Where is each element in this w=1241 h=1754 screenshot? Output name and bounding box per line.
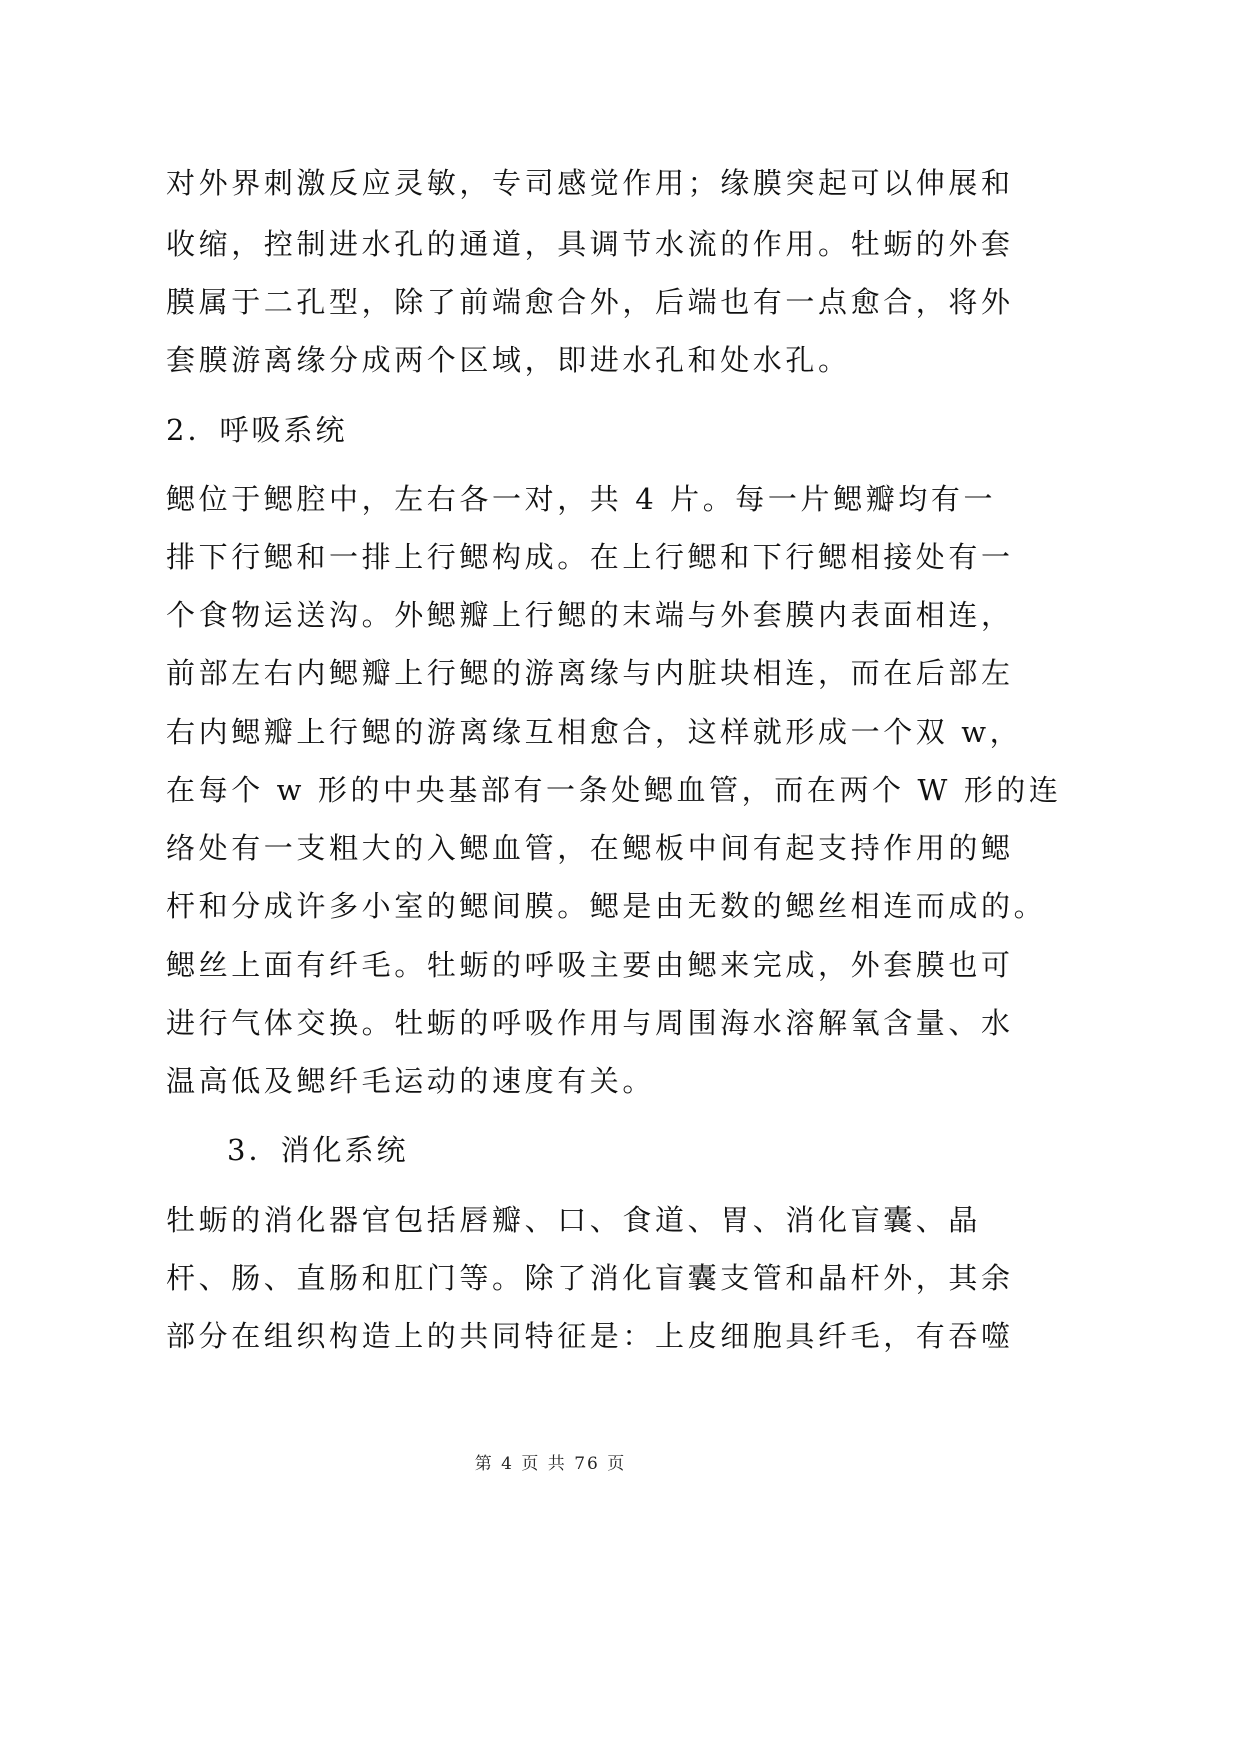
section-2-line-11: 温高低及鳃纤毛运动的速度有关。 (166, 1064, 656, 1098)
paragraph-1-line-2: 收缩，控制进水孔的通道，具调节水流的作用。牡蛎的外套 (166, 227, 1014, 261)
section-2-line-1: 鳃位于鳃腔中，左右各一对，共 4 片。每一片鳃瓣均有一 (166, 482, 997, 516)
section-2-line-2: 排下行鳃和一排上行鳃构成。在上行鳃和下行鳃相接处有一 (166, 540, 1014, 574)
section-2-line-4: 前部左右内鳃瓣上行鳃的游离缘与内脏块相连，而在后部左 (166, 656, 1014, 690)
section-2-line-3: 个食物运送沟。外鳃瓣上行鳃的末端与外套膜内表面相连， (166, 598, 1014, 632)
section-2-line-8: 杆和分成许多小室的鳃间膜。鳃是由无数的鳃丝相连而成的。 (166, 889, 1047, 923)
section-2-line-9: 鳃丝上面有纤毛。牡蛎的呼吸主要由鳃来完成，外套膜也可 (166, 948, 1014, 982)
section-2-line-7: 络处有一支粗大的入鳃血管，在鳃板中间有起支持作用的鳃 (166, 831, 1014, 865)
section-3-line-2: 杆、肠、直肠和肛门等。除了消化盲囊支管和晶杆外，其余 (166, 1261, 1014, 1295)
section-2-line-10: 进行气体交换。牡蛎的呼吸作用与周围海水溶解氧含量、水 (166, 1006, 1014, 1040)
section-2-line-6: 在每个 w 形的中央基部有一条处鳃血管，而在两个 W 形的连 (166, 773, 1062, 807)
section-3-line-1: 牡蛎的消化器官包括唇瓣、口、食道、胃、消化盲囊、晶 (166, 1203, 982, 1237)
paragraph-1-line-3: 膜属于二孔型，除了前端愈合外，后端也有一点愈合，将外 (166, 285, 1014, 319)
section-3-heading: 3．消化系统 (227, 1133, 409, 1167)
page-number-footer: 第 4 页 共 76 页 (474, 1454, 627, 1474)
section-2-heading: 2．呼吸系统 (166, 413, 348, 447)
section-3-line-3: 部分在组织构造上的共同特征是：上皮细胞具纤毛，有吞噬 (166, 1319, 1014, 1353)
paragraph-1-line-4: 套膜游离缘分成两个区域，即进水孔和处水孔。 (166, 343, 851, 377)
section-2-line-5: 右内鳃瓣上行鳃的游离缘互相愈合，这样就形成一个双 w， (166, 715, 1023, 749)
paragraph-1-line-1: 对外界刺激反应灵敏，专司感觉作用；缘膜突起可以伸展和 (166, 166, 1014, 200)
